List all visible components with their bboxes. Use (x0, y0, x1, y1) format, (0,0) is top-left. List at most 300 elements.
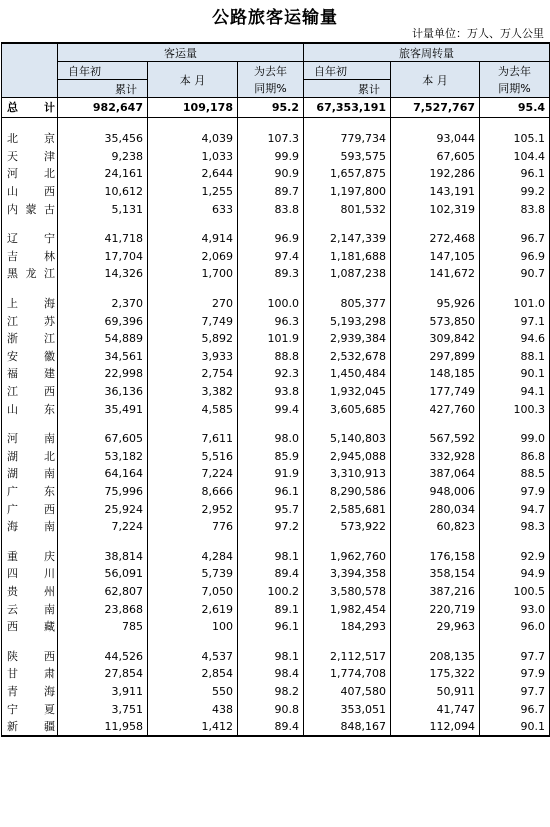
region-label: 陕 西 (7, 649, 55, 663)
ytd-turnover-cell: 2,532,678 (304, 348, 391, 366)
ytd-turnover-cell: 353,051 (304, 700, 391, 718)
yoy-volume-cell: 98.2 (238, 683, 304, 701)
spacer-cell (2, 535, 58, 547)
yoy-volume-cell: 100.2 (238, 583, 304, 601)
month-turnover-cell: 7,527,767 (391, 98, 480, 118)
table-row (2, 518, 550, 536)
month-volume-cell: 7,050 (148, 583, 238, 601)
month-turnover-cell: 427,760 (391, 400, 480, 418)
month-volume-cell: 2,754 (148, 365, 238, 383)
yoy-turnover-cell: 98.3 (480, 518, 550, 536)
ytd-turnover-cell: 2,945,088 (304, 448, 391, 466)
table-row (2, 248, 550, 266)
region-name (2, 618, 58, 636)
yoy-turnover-cell: 90.7 (480, 265, 550, 283)
spacer-row (2, 283, 550, 295)
ytd-volume-cell: 69,396 (58, 312, 148, 330)
ytd-turnover-cell: 3,605,685 (304, 400, 391, 418)
table-row (2, 430, 550, 448)
ytd-volume-cell: 2,370 (58, 295, 148, 313)
spacer-cell (148, 418, 238, 430)
yoy-turnover-cell: 96.9 (480, 248, 550, 266)
yoy-volume-cell: 90.9 (238, 165, 304, 183)
month-turnover-cell: 297,899 (391, 348, 480, 366)
region-name (2, 130, 58, 148)
ytd-turnover-cell: 2,112,517 (304, 647, 391, 665)
ytd-volume-cell: 56,091 (58, 565, 148, 583)
spacer-cell (58, 118, 148, 131)
month-header-2: 本 月 (391, 62, 480, 98)
yoy-header-2: 为去年 (480, 62, 550, 80)
spacer-cell (480, 635, 550, 647)
spacer-cell (2, 218, 58, 230)
yoy-volume-cell: 96.1 (238, 618, 304, 636)
spacer-cell (304, 535, 391, 547)
month-turnover-cell: 567,592 (391, 430, 480, 448)
region-name (2, 248, 58, 266)
region-label: 河 南 (7, 432, 55, 446)
table-row (2, 200, 550, 218)
region-name (2, 518, 58, 536)
ytd-volume-cell: 53,182 (58, 448, 148, 466)
ytd-sub-header: 累计 (58, 80, 148, 98)
table-row (2, 583, 550, 601)
table-row (2, 365, 550, 383)
region-label: 宁 夏 (7, 702, 55, 716)
spacer-cell (2, 283, 58, 295)
spacer-cell (238, 218, 304, 230)
spacer-cell (238, 535, 304, 547)
ytd-volume-cell: 27,854 (58, 665, 148, 683)
region-name (2, 230, 58, 248)
unit-label: 计量单位：万人、万人公里 (412, 27, 544, 40)
month-volume-cell: 4,585 (148, 400, 238, 418)
region-label: 湖 北 (7, 449, 55, 463)
table-body (2, 98, 550, 737)
month-volume-cell: 270 (148, 295, 238, 313)
yoy-turnover-cell: 88.1 (480, 348, 550, 366)
ytd-turnover-cell: 5,193,298 (304, 312, 391, 330)
ytd-turnover-cell: 184,293 (304, 618, 391, 636)
region-label: 辽 宁 (7, 232, 55, 246)
table-row (2, 230, 550, 248)
spacer-cell (480, 535, 550, 547)
yoy-turnover-cell: 96.7 (480, 700, 550, 718)
ytd-header-2: 自年初 (304, 62, 391, 80)
region-name (2, 448, 58, 466)
passenger-turnover-header: 旅客周转量 (304, 43, 550, 62)
table-row (2, 700, 550, 718)
spacer-cell (2, 418, 58, 430)
yoy-volume-cell: 89.3 (238, 265, 304, 283)
yoy-volume-cell: 99.4 (238, 400, 304, 418)
month-turnover-cell: 387,216 (391, 583, 480, 601)
month-volume-cell: 550 (148, 683, 238, 701)
month-volume-cell: 1,255 (148, 183, 238, 201)
yoy-turnover-cell: 101.0 (480, 295, 550, 313)
yoy-turnover-cell: 95.4 (480, 98, 550, 118)
region-name (2, 700, 58, 718)
yoy-turnover-cell: 105.1 (480, 130, 550, 148)
region-label: 广 西 (7, 502, 55, 516)
region-label: 山 西 (7, 185, 55, 199)
month-turnover-cell: 95,926 (391, 295, 480, 313)
month-turnover-cell: 67,605 (391, 148, 480, 166)
yoy-volume-cell: 90.8 (238, 700, 304, 718)
month-volume-cell: 7,611 (148, 430, 238, 448)
yoy-volume-cell: 98.0 (238, 430, 304, 448)
month-turnover-cell: 60,823 (391, 518, 480, 536)
ytd-volume-cell: 67,605 (58, 430, 148, 448)
data-table (1, 42, 550, 737)
ytd-turnover-cell: 2,147,339 (304, 230, 391, 248)
month-turnover-cell: 192,286 (391, 165, 480, 183)
table-row (2, 130, 550, 148)
month-turnover-cell: 93,044 (391, 130, 480, 148)
month-volume-cell: 1,412 (148, 718, 238, 737)
spacer-row (2, 535, 550, 547)
yoy-volume-cell: 98.1 (238, 647, 304, 665)
yoy-turnover-cell: 97.7 (480, 647, 550, 665)
region-name (2, 430, 58, 448)
yoy-turnover-cell: 96.1 (480, 165, 550, 183)
spacer-row (2, 218, 550, 230)
ytd-volume-cell: 41,718 (58, 230, 148, 248)
region-label: 江 西 (7, 385, 55, 399)
ytd-volume-cell: 25,924 (58, 500, 148, 518)
table-row (2, 600, 550, 618)
yoy-volume-cell: 92.3 (238, 365, 304, 383)
yoy-volume-cell: 98.1 (238, 547, 304, 565)
ytd-volume-cell: 22,998 (58, 365, 148, 383)
yoy-volume-cell: 89.4 (238, 565, 304, 583)
region-header (2, 43, 58, 98)
table-row (2, 565, 550, 583)
region-name (2, 600, 58, 618)
month-turnover-cell: 332,928 (391, 448, 480, 466)
table-row (2, 330, 550, 348)
region-name (2, 665, 58, 683)
region-name (2, 348, 58, 366)
month-turnover-cell: 309,842 (391, 330, 480, 348)
month-volume-cell: 1,033 (148, 148, 238, 166)
yoy-turnover-cell: 100.3 (480, 400, 550, 418)
table-row (2, 483, 550, 501)
region-name (2, 295, 58, 313)
region-label: 河 北 (7, 167, 55, 181)
table-row (2, 383, 550, 401)
month-turnover-cell: 208,135 (391, 647, 480, 665)
month-volume-cell: 438 (148, 700, 238, 718)
yoy-turnover-cell: 99.0 (480, 430, 550, 448)
ytd-volume-cell: 14,326 (58, 265, 148, 283)
region-label: 浙 江 (7, 332, 55, 346)
month-turnover-cell: 29,963 (391, 618, 480, 636)
spacer-cell (238, 118, 304, 131)
month-volume-cell: 2,619 (148, 600, 238, 618)
spacer-cell (238, 283, 304, 295)
table-row (2, 183, 550, 201)
region-name (2, 400, 58, 418)
month-volume-cell: 5,516 (148, 448, 238, 466)
ytd-turnover-cell: 801,532 (304, 200, 391, 218)
ytd-volume-cell: 34,561 (58, 348, 148, 366)
region-name (2, 683, 58, 701)
month-turnover-cell: 176,158 (391, 547, 480, 565)
table-row (2, 718, 550, 737)
yoy-volume-cell: 95.2 (238, 98, 304, 118)
yoy-turnover-cell: 90.1 (480, 718, 550, 737)
month-turnover-cell: 141,672 (391, 265, 480, 283)
region-name (2, 565, 58, 583)
spacer-cell (391, 118, 480, 131)
region-name (2, 647, 58, 665)
spacer-cell (2, 635, 58, 647)
yoy-volume-cell: 100.0 (238, 295, 304, 313)
ytd-volume-cell: 54,889 (58, 330, 148, 348)
month-volume-cell: 3,933 (148, 348, 238, 366)
yoy-volume-cell: 85.9 (238, 448, 304, 466)
yoy-volume-cell: 96.9 (238, 230, 304, 248)
yoy-turnover-cell: 104.4 (480, 148, 550, 166)
month-volume-cell: 4,537 (148, 647, 238, 665)
spacer-cell (58, 283, 148, 295)
ytd-turnover-cell: 1,197,800 (304, 183, 391, 201)
ytd-volume-cell: 35,491 (58, 400, 148, 418)
ytd-turnover-cell: 593,575 (304, 148, 391, 166)
region-name (2, 365, 58, 383)
spacer-cell (148, 535, 238, 547)
month-turnover-cell: 177,749 (391, 383, 480, 401)
month-volume-cell: 7,224 (148, 465, 238, 483)
region-label: 甘 肃 (7, 667, 55, 681)
yoy-turnover-cell: 83.8 (480, 200, 550, 218)
month-volume-cell: 5,739 (148, 565, 238, 583)
yoy-volume-cell: 101.9 (238, 330, 304, 348)
yoy-turnover-cell: 96.0 (480, 618, 550, 636)
month-turnover-cell: 948,006 (391, 483, 480, 501)
region-name (2, 265, 58, 283)
region-label: 贵 州 (7, 584, 55, 598)
ytd-volume-cell: 64,164 (58, 465, 148, 483)
region-name (2, 200, 58, 218)
ytd-turnover-cell: 1,087,238 (304, 265, 391, 283)
yoy-turnover-cell: 100.5 (480, 583, 550, 601)
yoy-volume-cell: 93.8 (238, 383, 304, 401)
page-title: 公路旅客运输量 (212, 8, 338, 28)
yoy-sub-header-2: 同期% (480, 80, 550, 98)
spacer-cell (148, 118, 238, 131)
month-volume-cell: 100 (148, 618, 238, 636)
spacer-cell (480, 118, 550, 131)
month-turnover-cell: 175,322 (391, 665, 480, 683)
ytd-turnover-cell: 1,181,688 (304, 248, 391, 266)
yoy-volume-cell: 89.1 (238, 600, 304, 618)
region-label: 江 苏 (7, 314, 55, 328)
region-label: 云 南 (7, 602, 55, 616)
ytd-volume-cell: 62,807 (58, 583, 148, 601)
region-label: 海 南 (7, 520, 55, 534)
yoy-volume-cell: 97.4 (238, 248, 304, 266)
ytd-volume-cell: 17,704 (58, 248, 148, 266)
spacer-cell (304, 283, 391, 295)
total-row (2, 98, 550, 118)
month-volume-cell: 5,892 (148, 330, 238, 348)
month-volume-cell: 4,914 (148, 230, 238, 248)
ytd-sub-header-2: 累计 (304, 80, 391, 98)
table-row (2, 448, 550, 466)
ytd-turnover-cell: 1,932,045 (304, 383, 391, 401)
ytd-turnover-cell: 67,353,191 (304, 98, 391, 118)
month-turnover-cell: 573,850 (391, 312, 480, 330)
month-turnover-cell: 112,094 (391, 718, 480, 737)
ytd-volume-cell: 35,456 (58, 130, 148, 148)
ytd-volume-cell: 11,958 (58, 718, 148, 737)
month-turnover-cell: 148,185 (391, 365, 480, 383)
spacer-cell (391, 535, 480, 547)
region-name (2, 330, 58, 348)
yoy-volume-cell: 98.4 (238, 665, 304, 683)
region-label: 福 建 (7, 367, 55, 381)
table-row (2, 348, 550, 366)
ytd-volume-cell: 785 (58, 618, 148, 636)
region-name (2, 383, 58, 401)
yoy-volume-cell: 83.8 (238, 200, 304, 218)
region-name (2, 148, 58, 166)
ytd-turnover-cell: 1,982,454 (304, 600, 391, 618)
region-label: 四 川 (7, 567, 55, 581)
table-row (2, 465, 550, 483)
region-label: 重 庆 (7, 549, 55, 563)
yoy-volume-cell: 88.8 (238, 348, 304, 366)
ytd-volume-cell: 10,612 (58, 183, 148, 201)
spacer-cell (304, 118, 391, 131)
ytd-turnover-cell: 3,310,913 (304, 465, 391, 483)
yoy-turnover-cell: 93.0 (480, 600, 550, 618)
spacer-cell (391, 283, 480, 295)
month-volume-cell: 109,178 (148, 98, 238, 118)
table-row (2, 683, 550, 701)
month-turnover-cell: 272,468 (391, 230, 480, 248)
ytd-turnover-cell: 407,580 (304, 683, 391, 701)
table-row (2, 312, 550, 330)
yoy-turnover-cell: 97.7 (480, 683, 550, 701)
month-volume-cell: 776 (148, 518, 238, 536)
spacer-row (2, 418, 550, 430)
ytd-volume-cell: 3,751 (58, 700, 148, 718)
table-row (2, 665, 550, 683)
ytd-header: 自年初 (58, 62, 148, 80)
table-row (2, 500, 550, 518)
spacer-cell (304, 218, 391, 230)
yoy-header: 为去年 (238, 62, 304, 80)
month-turnover-cell: 387,064 (391, 465, 480, 483)
month-volume-cell: 8,666 (148, 483, 238, 501)
yoy-volume-cell: 96.3 (238, 312, 304, 330)
ytd-turnover-cell: 1,657,875 (304, 165, 391, 183)
yoy-turnover-cell: 88.5 (480, 465, 550, 483)
month-turnover-cell: 143,191 (391, 183, 480, 201)
month-volume-cell: 4,039 (148, 130, 238, 148)
region-name (2, 98, 58, 118)
table-row (2, 295, 550, 313)
spacer-cell (148, 635, 238, 647)
region-label: 总 计 (7, 101, 55, 114)
region-label: 西 藏 (7, 620, 55, 634)
spacer-cell (480, 283, 550, 295)
yoy-turnover-cell: 96.7 (480, 230, 550, 248)
yoy-volume-cell: 97.2 (238, 518, 304, 536)
yoy-turnover-cell: 99.2 (480, 183, 550, 201)
region-label: 吉 林 (7, 249, 55, 263)
yoy-volume-cell: 91.9 (238, 465, 304, 483)
ytd-volume-cell: 5,131 (58, 200, 148, 218)
spacer-cell (58, 418, 148, 430)
spacer-cell (58, 535, 148, 547)
ytd-turnover-cell: 1,774,708 (304, 665, 391, 683)
yoy-volume-cell: 96.1 (238, 483, 304, 501)
table-row (2, 618, 550, 636)
passenger-volume-header: 客运量 (58, 43, 304, 62)
spacer-row (2, 635, 550, 647)
region-name (2, 483, 58, 501)
region-name (2, 165, 58, 183)
region-label: 黑龙江 (7, 267, 55, 281)
region-label: 山 东 (7, 402, 55, 416)
ytd-turnover-cell: 848,167 (304, 718, 391, 737)
table-row (2, 265, 550, 283)
month-volume-cell: 2,952 (148, 500, 238, 518)
month-turnover-cell: 41,747 (391, 700, 480, 718)
table-row (2, 148, 550, 166)
month-volume-cell: 2,854 (148, 665, 238, 683)
ytd-turnover-cell: 779,734 (304, 130, 391, 148)
spacer-cell (391, 218, 480, 230)
region-name (2, 183, 58, 201)
table-row (2, 547, 550, 565)
spacer-cell (148, 218, 238, 230)
month-turnover-cell: 102,319 (391, 200, 480, 218)
region-label: 天 津 (7, 149, 55, 163)
ytd-volume-cell: 38,814 (58, 547, 148, 565)
region-name (2, 718, 58, 737)
ytd-turnover-cell: 2,585,681 (304, 500, 391, 518)
region-label: 内蒙古 (7, 202, 55, 216)
yoy-volume-cell: 95.7 (238, 500, 304, 518)
region-label: 广 东 (7, 484, 55, 498)
ytd-volume-cell: 982,647 (58, 98, 148, 118)
month-volume-cell: 2,644 (148, 165, 238, 183)
region-label: 安 徽 (7, 349, 55, 363)
month-volume-cell: 3,382 (148, 383, 238, 401)
ytd-turnover-cell: 805,377 (304, 295, 391, 313)
region-name (2, 465, 58, 483)
region-name (2, 500, 58, 518)
ytd-volume-cell: 23,868 (58, 600, 148, 618)
month-volume-cell: 7,749 (148, 312, 238, 330)
spacer-cell (304, 418, 391, 430)
ytd-turnover-cell: 573,922 (304, 518, 391, 536)
yoy-turnover-cell: 94.9 (480, 565, 550, 583)
spacer-cell (391, 635, 480, 647)
table-row (2, 647, 550, 665)
yoy-turnover-cell: 94.7 (480, 500, 550, 518)
yoy-volume-cell: 89.7 (238, 183, 304, 201)
yoy-turnover-cell: 94.1 (480, 383, 550, 401)
spacer-cell (304, 635, 391, 647)
yoy-volume-cell: 107.3 (238, 130, 304, 148)
yoy-turnover-cell: 97.9 (480, 665, 550, 683)
